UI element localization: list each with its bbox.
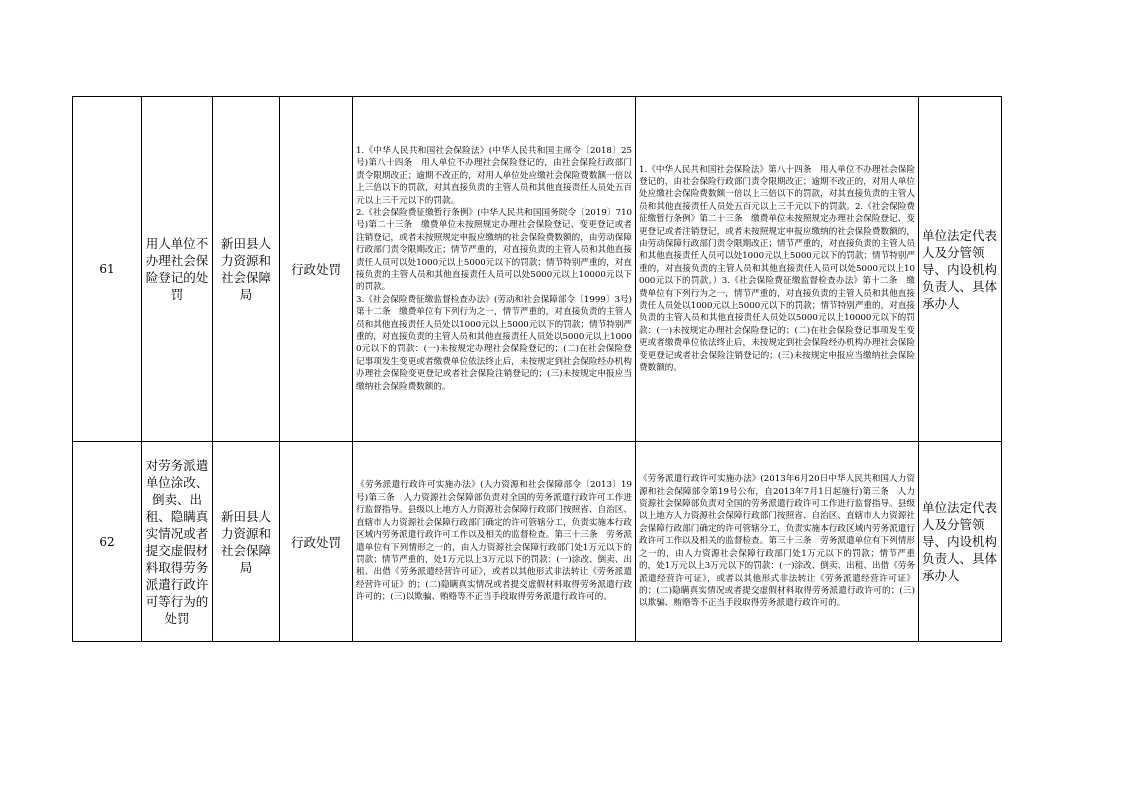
penalty-table — [72, 96, 1002, 642]
penalty-type: 行政处罚 — [280, 97, 353, 442]
table-row — [73, 442, 1002, 642]
penalty-standard — [636, 442, 919, 642]
legal-basis — [353, 442, 636, 642]
legal-basis — [353, 97, 636, 442]
department: 新田县人力资源和社会保障局 — [213, 97, 280, 442]
table-row — [73, 97, 1002, 442]
row-number: 61 — [73, 97, 142, 442]
legal-basis-paragraph: 《劳务派遣行政许可实施办法》(人力资源和社会保障部令〔2013〕19号)第三条 人力资源社会保障部负责对全国的劳务派遣行政许可工作进行监督指导。县级以上地方人力资源社会保障行政部门按照省、自治区、直辖市人力资源社会保障行政部门确定的许可管辖分工，负责实施本行政区域内劳务派遣行政许可工作以及相关的监督检查。第三十三条 劳务派遣单位有下列情形之一的，由人力资源社会保障行政部门处1万元以下的罚款；情节严重的，处1万元以上3万元以下的罚款：(一)涂改、倒卖、出租、出借《劳务派遣经营许可证》，或者以其他形式非法转让《劳务派遣经营许可证》的；(二)隐瞒真实情况或者提交虚假材料取得劳务派遣行政许可的；(三)以欺骗、贿赂等不正当手段取得劳务派遣行政许可的。 — [356, 480, 632, 603]
penalty-standard-paragraph: 1.《中华人民共和国社会保险法》第八十四条 用人单位不办理社会保险登记的，由社会保险行政部门责令限期改正；逾期不改正的，对用人单位处应缴社会保险费数额一倍以上三倍以下的罚款，对其直接负责的主管人员和其他直接责任人员处五百元以上三千元以下的罚款。2.《社会保险费征缴暂行条例》第二十三条 缴费单位未按照规定办理社会保险登记、变更登记或者注销登记，或者未按照规定申报应缴纳的社会保险费数额的，由劳动保障行政部门责令限期改正；情节严重的，对直接负责的主管人员和其他直接责任人员可以处1000元以上5000元以下的罚款；情节特别严重的，对直接负责的主管人员和其他直接责任人员可以处5000元以上10000元以下的罚款。）3.《社会保险费征缴监督检查办法》第十二条 缴费单位有下列行为之一，情节严重的，对直接负责的主管人员和其他直接责任人员处以1000元以上5000元以下的罚款；情节特别严重的，对直接负责的主管人员和其他直接责任人员处以5000元以上10000元以下的罚款：(一)未按规定办理社会保险登记的；(二)在社会保险登记事项发生变更或者缴费单位依法终止后，未按规定到社会保险经办机构办理社会保险变更登记或者社会保险注销登记的；(三)未按规定申报应当缴纳社会保险费数额的。 — [639, 164, 915, 374]
legal-basis-paragraph: 3.《社会保险费征缴监督检查办法》(劳动和社会保障部令〔1999〕3号)第十二条 缴费单位有下列行为之一，情节严重的，对直接负责的主管人员和其他直接责任人员处以1000元以上5000元以下的罚款；情节特别严重的，对直接负责的主管人员和其他直接责任人员处以5000元以上10000元以下的罚款：(一)未按规定办理社会保险登记的；(二)在社会保险登记事项发生变更或者缴费单位依法终止后，未按规定到社会保险经办机构办理社会保险变更登记或者社会保险注销登记的；(三)未按规定申报应当缴纳社会保险费数额的。 — [356, 294, 632, 392]
penalty-standard-paragraph: 《劳务派遣行政许可实施办法》(2013年6月20日中华人民共和国人力资源和社会保障部令第19号公布，自2013年7月1日起施行)第三条 人力资源社会保障部负责对全国的劳务派遣行政许可工作进行监督指导。县级以上地方人力资源社会保障行政部门按照省、自治区、直辖市人力资源社会保障行政部门确定的许可管辖分工，负责实施本行政区域内劳务派遣行政许可工作以及相关的监督检查。第三十三条 劳务派遣单位有下列情形之一的，由人力资源社会保障行政部门处1万元以下的罚款；情节严重的，处1万元以上3万元以下的罚款：(一)涂改、倒卖、出租、出借《劳务派遣经营许可证》，或者以其他形式非法转让《劳务派遣经营许可证》的；(二)隐瞒真实情况或者提交虚假材料取得劳务派遣行政许可的；(三)以欺骗、贿赂等不正当手段取得劳务派遣行政许可的。 — [639, 474, 915, 609]
legal-basis-paragraph: 2.《社会保险费征缴暂行条例》(中华人民共和国国务院令〔2019〕710号)第二十三条 缴费单位未按照规定办理社会保险登记、变更登记或者注销登记，或者未按照规定申报应缴纳的社会保险费数额的，由劳动保障行政部门责令限期改正；情节严重的，对直接负责的主管人员和其他直接责任人员可以处1000元以上5000元以下的罚款；情节特别严重的，对直接负责的主管人员和其他直接责任人员可以处5000元以上10000元以下的罚款。 — [356, 207, 632, 293]
department: 新田县人力资源和社会保障局 — [213, 442, 280, 642]
row-number: 62 — [73, 442, 142, 642]
penalty-type: 行政处罚 — [280, 442, 353, 642]
penalty-item: 用人单位不办理社会保险登记的处罚 — [142, 97, 213, 442]
penalty-standard — [636, 97, 919, 442]
legal-basis-paragraph: 1.《中华人民共和国社会保险法》(中华人民共和国主席令〔2018〕25号)第八十四条 用人单位不办理社会保险登记的，由社会保险行政部门责令限期改正；逾期不改正的，对用人单位处应缴社会保险费数额一倍以上三倍以下的罚款，对其直接负责的主管人员和其他直接责任人员处五百元以上三千元以下的罚款。 — [356, 145, 632, 206]
responsible-persons: 单位法定代表人及分管领导、内设机构负责人、具体承办人 — [919, 97, 1002, 442]
responsible-persons: 单位法定代表人及分管领导、内设机构负责人、具体承办人 — [919, 442, 1002, 642]
penalty-item: 对劳务派遣单位涂改、倒卖、出租、隐瞒真实情况或者提交虚假材料取得劳务派遣行政许可等行为的处罚 — [142, 442, 213, 642]
